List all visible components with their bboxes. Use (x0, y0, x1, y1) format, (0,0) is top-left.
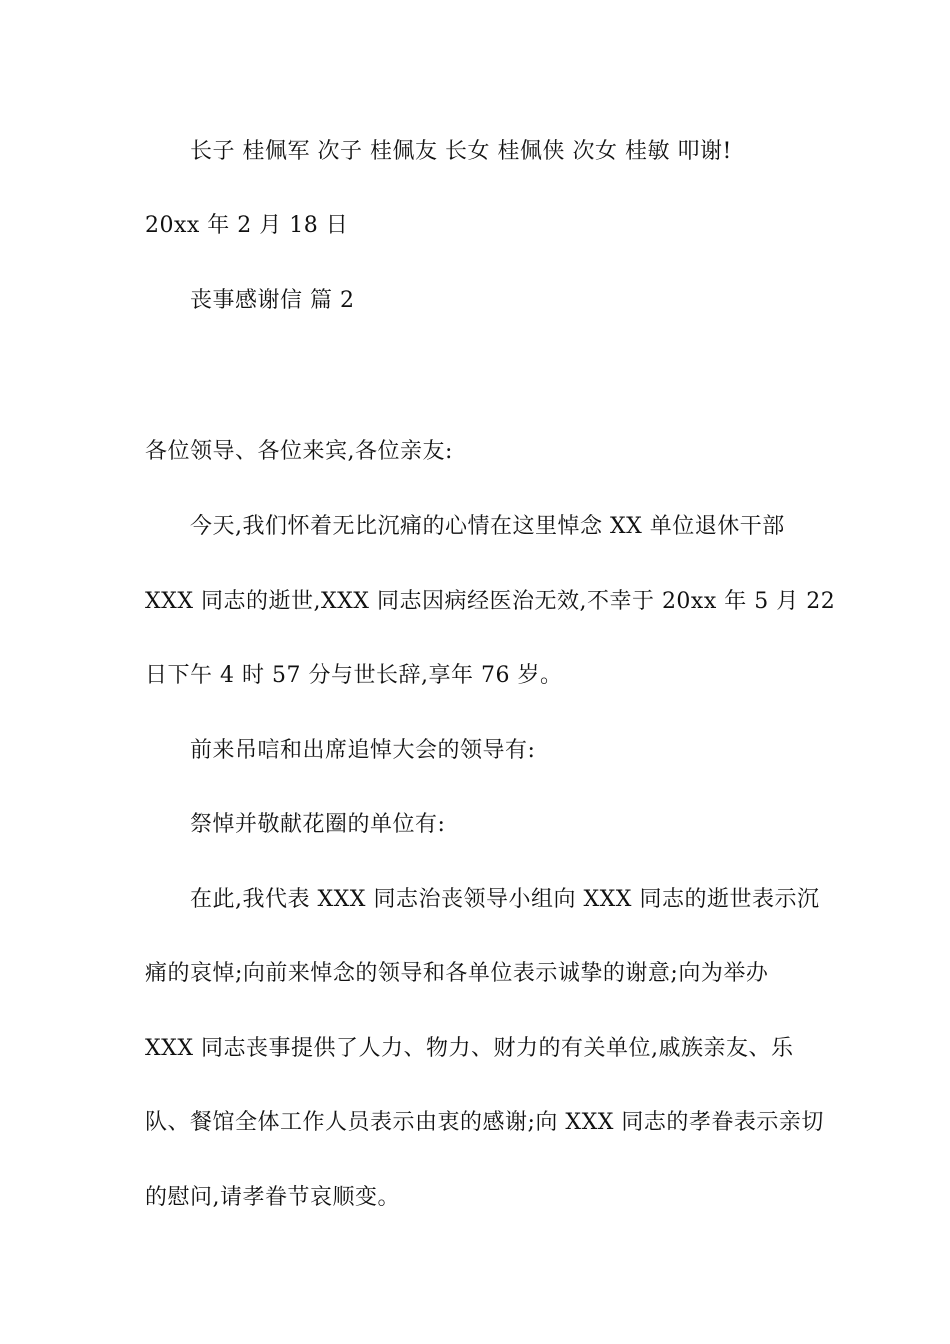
paragraph-4-line-2: 痛的哀悼;向前来悼念的领导和各单位表示诚挚的谢意;向为举办 (145, 961, 769, 986)
salutation: 各位领导、各位来宾,各位亲友: (145, 439, 453, 464)
paragraph-4-line-1: 在此,我代表 XXX 同志治丧领导小组向 XXX 同志的逝世表示沉 (190, 887, 820, 912)
signature-line: 长子 桂佩军 次子 桂佩友 长女 桂佩侠 次女 桂敏 叩谢! (190, 139, 732, 164)
date-line: 20xx 年 2 月 18 日 (145, 213, 349, 238)
section-heading: 丧事感谢信 篇 2 (190, 288, 355, 313)
paragraph-3-line-1: 祭悼并敬献花圈的单位有: (190, 812, 446, 837)
paragraph-4-line-4: 队、餐馆全体工作人员表示由衷的感谢;向 XXX 同志的孝眷表示亲切 (145, 1110, 824, 1135)
paragraph-4-line-3: XXX 同志丧事提供了人力、物力、财力的有关单位,戚族亲友、乐 (145, 1036, 794, 1061)
paragraph-4-line-5: 的慰问,请孝眷节哀顺变。 (145, 1185, 400, 1210)
paragraph-1-line-3: 日下午 4 时 57 分与世长辞,享年 76 岁。 (145, 663, 563, 688)
paragraph-2-line-1: 前来吊唁和出席追悼大会的领导有: (190, 738, 536, 763)
paragraph-1-line-2: XXX 同志的逝世,XXX 同志因病经医治无效,不幸于 20xx 年 5 月 22 (145, 589, 836, 614)
paragraph-1-line-1: 今天,我们怀着无比沉痛的心情在这里悼念 XX 单位退休干部 (190, 514, 785, 539)
